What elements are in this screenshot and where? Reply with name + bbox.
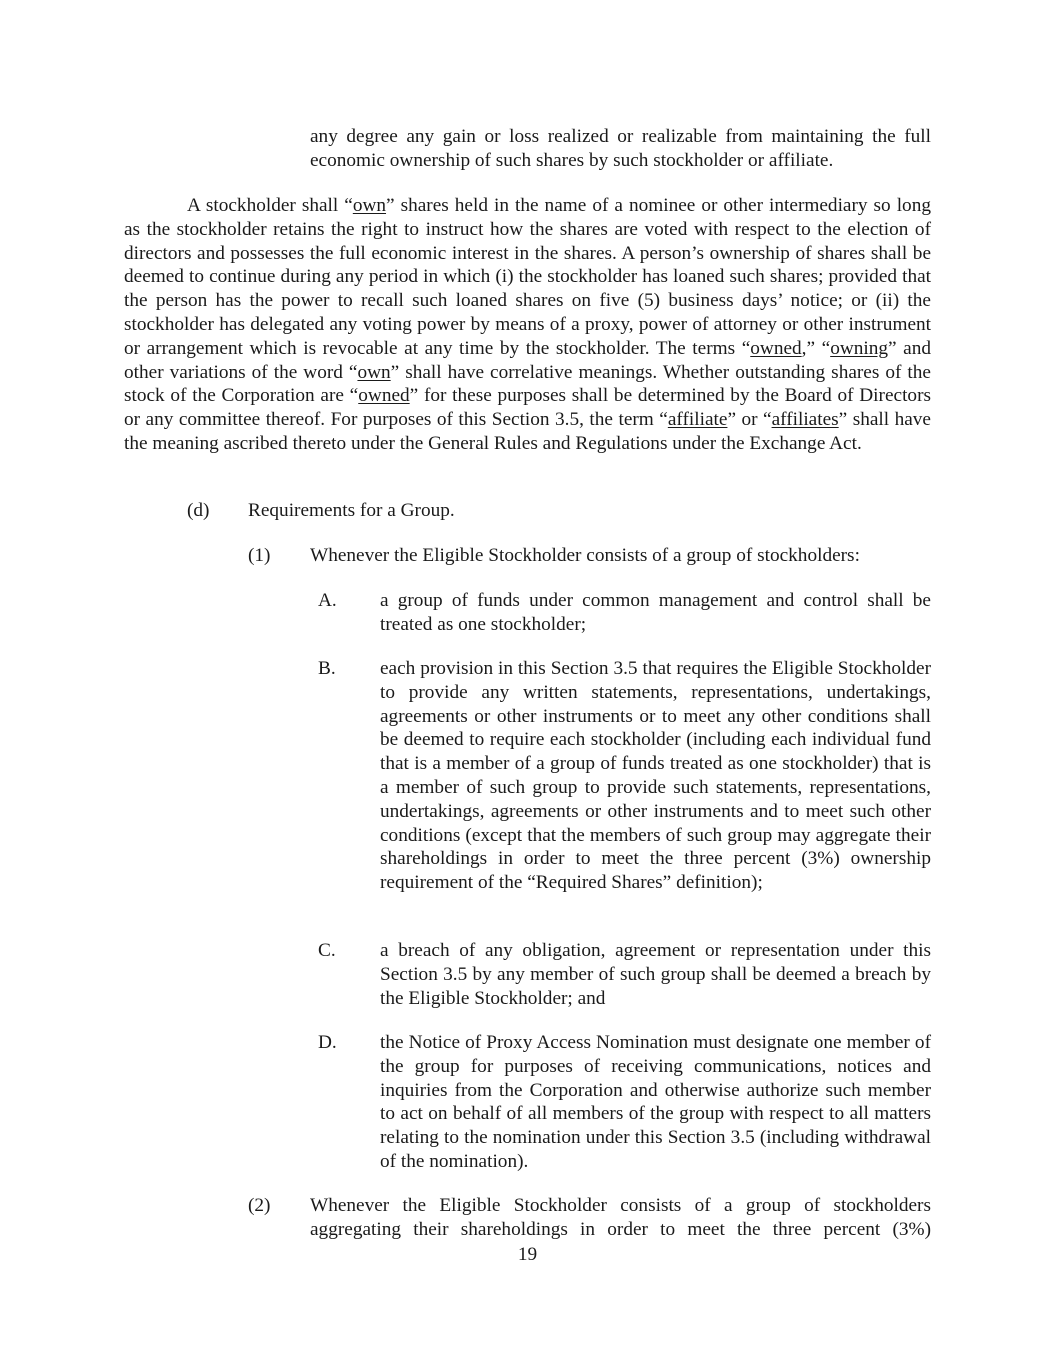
item-2-label: (2): [248, 1195, 271, 1216]
sub-item-a-label: A.: [318, 590, 337, 611]
item-1-text: Whenever the Eligible Stockholder consists of a group of stockholders:: [310, 545, 860, 566]
item-1-label: (1): [248, 545, 271, 566]
defined-term-affiliate: affiliate: [667, 409, 728, 431]
sub-item-c-label: C.: [318, 940, 336, 961]
item-2-text: Whenever the Eligible Stockholder consists of a group of stockholders aggregating their shareholdings in order to meet the three percent (3%): [310, 1195, 931, 1240]
defined-term-own: own: [352, 195, 387, 216]
defined-term-owned: owned: [750, 337, 802, 359]
ownership-definition-paragraph: A stockholder shall “own” shares held in the name of a nominee or other intermediary so long as the stockholder retains the right to instruct how the shares are voted with respect to the election of directors and possesses the full economic interest in the shares. A person’s ownership of shares shall be deemed to continue during any period in which (i) the stockholder has loaned such shares; provided that the person has the power to recall such loaned shares on five (5) business days’ notice; or (ii) the stockholder has delegated any voting power by means of a proxy, power of attorney or other instrument or arrangement which is revocable at any time by the stockholder. The terms “owned,” “owning” and other variations of the word “own” shall have correlative meanings. Whether outstanding shares of the stock of the Corporation are “owned” for these purposes shall be determined by the Board of Directors or any committee thereof. For purposes of this Section 3.5, the term “affiliate” or “affiliates” shall have the meaning ascribed thereto under the General Rules and Regulations under the Exchange Act.: [124, 195, 931, 454]
page-number: 19: [517, 1244, 538, 1265]
continuation-paragraph: any degree any gain or loss realized or realizable from maintaining the full economic ownership of such shares by such stockholder or affiliate.: [310, 126, 931, 171]
defined-term-owning: owning: [830, 337, 889, 359]
defined-term-affiliates: affiliates: [771, 409, 839, 431]
defined-term-own-2: own: [357, 361, 391, 383]
sub-item-d-text: the Notice of Proxy Access Nomination must designate one member of the group for purposes of receiving communications, notices and inquiries from the Corporation and otherwise authorize such member to act on behalf of all members of the group with respect to all matters relating to the nomination under this Section 3.5 (including withdrawal of the nomination).: [380, 1032, 931, 1172]
section-d-label: (d): [187, 500, 210, 521]
sub-item-b-label: B.: [318, 658, 336, 679]
sub-item-c-text: a breach of any obligation, agreement or representation under this Section 3.5 by any member of such group shall be deemed a breach by the Eligible Stockholder; and: [380, 940, 931, 1009]
sub-item-b-text: each provision in this Section 3.5 that requires the Eligible Stockholder to provide any written statements, representations, undertakings, agreements or other instruments or to meet any other conditions shall be deemed to require each stockholder (including each individual fund that is a member of a group of funds treated as one stockholder) that is a member of such group to provide such statements, representations, undertakings, agreements or other instruments and to meet such other conditions (except that the members of such group may aggregate their shareholdings in order to meet the three percent (3%) ownership requirement of the “Required Shares” definition);: [380, 658, 931, 894]
sub-item-a-text: a group of funds under common management and control shall be treated as one stockholder;: [380, 590, 931, 635]
section-d-heading: Requirements for a Group.: [248, 500, 455, 521]
sub-item-d-label: D.: [318, 1032, 337, 1053]
defined-term-owned-2: owned: [358, 385, 410, 407]
